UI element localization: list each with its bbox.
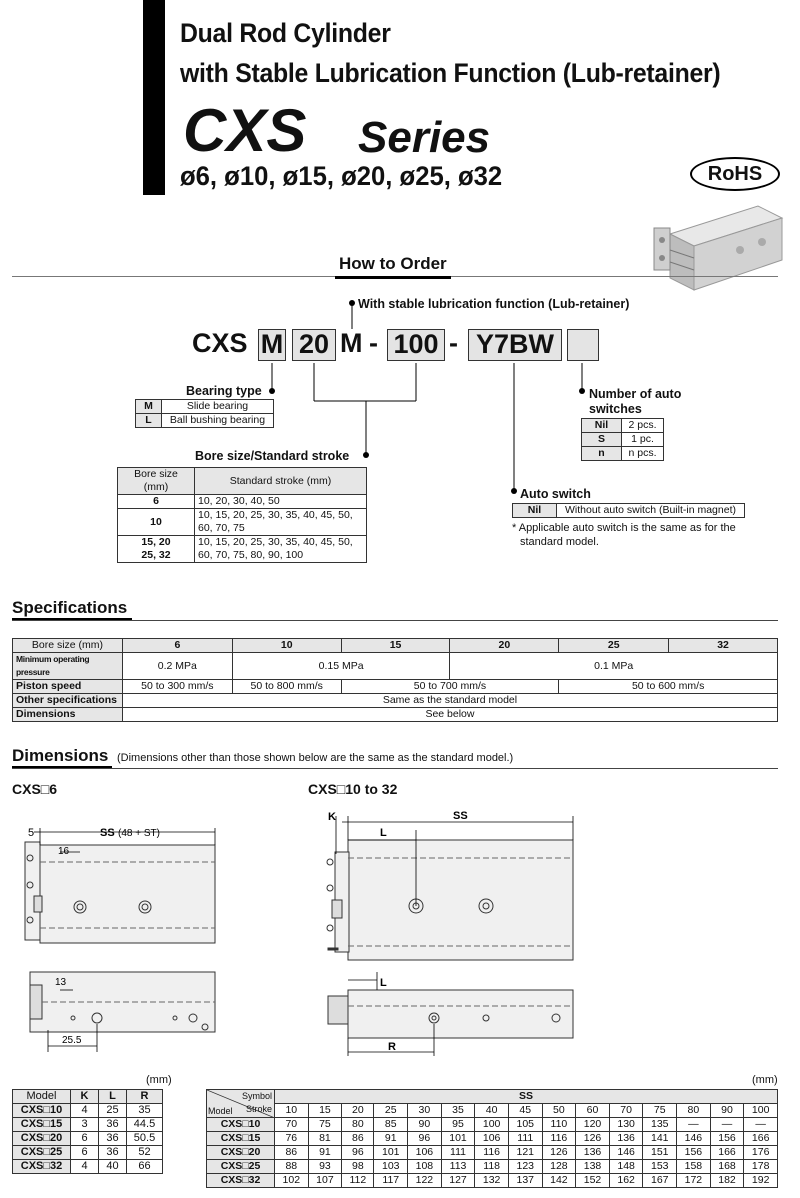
stroke-header: 15 bbox=[308, 1104, 342, 1118]
table-row bbox=[582, 447, 664, 461]
switch-code: Nil bbox=[513, 504, 557, 518]
switch-count-title-1: Number of auto bbox=[589, 387, 682, 401]
stroke-header: 50 bbox=[542, 1104, 576, 1118]
stroke-header: 60 bbox=[576, 1104, 610, 1118]
lube-note: With stable lubrication function (Lub-retainer) bbox=[358, 297, 630, 311]
table-cell: 25 bbox=[99, 1104, 127, 1118]
dim-r: R bbox=[388, 1041, 396, 1053]
auto-switch-note-1: * Applicable auto switch is the same as for the bbox=[512, 522, 736, 534]
spec-header: 15 bbox=[341, 639, 450, 653]
table-cell: 40 bbox=[99, 1160, 127, 1174]
table-cell: 121 bbox=[508, 1146, 542, 1160]
table-row bbox=[118, 536, 367, 563]
table-header: K bbox=[71, 1090, 99, 1104]
header-bar bbox=[143, 0, 165, 195]
code-dash-2: - bbox=[449, 328, 458, 358]
dim-k: K bbox=[328, 811, 336, 823]
table-cell: 162 bbox=[609, 1174, 643, 1188]
switch-count-table bbox=[581, 418, 664, 461]
table-cell: 106 bbox=[408, 1146, 442, 1160]
model-cell: CXS□20 bbox=[207, 1146, 275, 1160]
stroke-header: 40 bbox=[475, 1104, 509, 1118]
count-code: n bbox=[582, 447, 622, 461]
table-cell: 96 bbox=[342, 1146, 374, 1160]
table-header: Model bbox=[13, 1090, 71, 1104]
table-cell: 91 bbox=[308, 1146, 342, 1160]
table-cell: 118 bbox=[475, 1160, 509, 1174]
spec-cell: Same as the standard model bbox=[122, 694, 777, 708]
klr-unit: (mm) bbox=[146, 1074, 172, 1086]
code-stroke-box: 100 bbox=[387, 329, 445, 361]
table-cell: 122 bbox=[408, 1174, 442, 1188]
table-cell: 36 bbox=[99, 1146, 127, 1160]
table-row bbox=[13, 708, 778, 722]
table-cell: 116 bbox=[475, 1146, 509, 1160]
count-desc: 2 pcs. bbox=[622, 419, 664, 433]
table-cell: 136 bbox=[576, 1146, 610, 1160]
model-cell: CXS□10 bbox=[13, 1104, 71, 1118]
table-cell: 153 bbox=[643, 1160, 677, 1174]
rohs-badge: RoHS bbox=[690, 157, 780, 191]
table-row bbox=[207, 1104, 778, 1118]
table-cell: 166 bbox=[710, 1146, 744, 1160]
dim-ss: SS bbox=[100, 827, 115, 839]
stroke-cell bbox=[195, 509, 367, 536]
table-row bbox=[13, 1090, 163, 1104]
dimensions-title: Dimensions bbox=[12, 746, 109, 765]
code-prefix: CXS bbox=[192, 328, 248, 358]
table-cell: 156 bbox=[710, 1132, 744, 1146]
table-cell: 3 bbox=[71, 1118, 99, 1132]
bearing-type-table bbox=[135, 399, 274, 428]
table-row bbox=[13, 1104, 163, 1118]
stroke-header: 70 bbox=[609, 1104, 643, 1118]
table-cell: 76 bbox=[275, 1132, 309, 1146]
table-cell: 4 bbox=[71, 1160, 99, 1174]
table-cell: 123 bbox=[508, 1160, 542, 1174]
table-cell: 108 bbox=[408, 1160, 442, 1174]
spec-header: 32 bbox=[669, 639, 778, 653]
table-cell: 86 bbox=[275, 1146, 309, 1160]
table-cell: 168 bbox=[710, 1160, 744, 1174]
stroke-header: 45 bbox=[508, 1104, 542, 1118]
table-cell: 137 bbox=[508, 1174, 542, 1188]
bearing-code: M bbox=[136, 400, 162, 414]
model-cell: CXS□15 bbox=[207, 1132, 275, 1146]
cxs10-32-drawing bbox=[300, 800, 600, 1070]
table-cell: 100 bbox=[475, 1118, 509, 1132]
cxs6-label: CXS□6 bbox=[12, 781, 58, 797]
model-cell: CXS□32 bbox=[207, 1174, 275, 1188]
dim-five: 5 bbox=[28, 827, 35, 839]
spec-cell: 0.2 MPa bbox=[122, 653, 232, 680]
table-cell: 120 bbox=[576, 1118, 610, 1132]
table-cell: 158 bbox=[677, 1160, 711, 1174]
bore-line: 15, 20 bbox=[141, 536, 171, 548]
code-bearing-box: M bbox=[258, 329, 286, 361]
dim-l: L bbox=[380, 827, 387, 839]
table-cell: 81 bbox=[308, 1132, 342, 1146]
table-row bbox=[513, 504, 745, 518]
table-cell: 95 bbox=[441, 1118, 475, 1132]
table-row bbox=[207, 1160, 778, 1174]
table-cell: 167 bbox=[643, 1174, 677, 1188]
auto-switch-note-2: standard model. bbox=[520, 536, 599, 548]
stroke-header: 100 bbox=[744, 1104, 778, 1118]
bore-stroke-title: Bore size/Standard stroke bbox=[195, 449, 350, 463]
bore-stroke-table bbox=[117, 467, 367, 563]
table-cell: 50.5 bbox=[127, 1132, 163, 1146]
spec-label: Minimum operating pressure bbox=[13, 653, 123, 680]
model-cell: CXS□25 bbox=[13, 1146, 71, 1160]
table-row bbox=[207, 1118, 778, 1132]
stroke-header: 10 bbox=[275, 1104, 309, 1118]
table-cell: — bbox=[677, 1118, 711, 1132]
spec-header: 25 bbox=[559, 639, 669, 653]
product-image bbox=[640, 198, 786, 308]
table-cell: 146 bbox=[677, 1132, 711, 1146]
specifications-title: Specifications bbox=[12, 598, 128, 617]
title-line-1: Dual Rod Cylinder bbox=[180, 18, 391, 48]
table-cell: 110 bbox=[542, 1118, 576, 1132]
stroke-header: 75 bbox=[643, 1104, 677, 1118]
table-row bbox=[582, 419, 664, 433]
bearing-desc: Slide bearing bbox=[162, 400, 274, 414]
stroke-header: 90 bbox=[710, 1104, 744, 1118]
table-row bbox=[118, 509, 367, 536]
table-cell: — bbox=[710, 1118, 744, 1132]
table-cell: 88 bbox=[275, 1160, 309, 1174]
spec-header: 6 bbox=[122, 639, 232, 653]
table-cell: 52 bbox=[127, 1146, 163, 1160]
table-cell: 142 bbox=[542, 1174, 576, 1188]
code-bore-box: 20 bbox=[292, 329, 336, 361]
stroke-header: 35 bbox=[441, 1104, 475, 1118]
table-cell: 91 bbox=[374, 1132, 408, 1146]
table-row bbox=[118, 468, 367, 495]
table-row bbox=[13, 680, 778, 694]
table-cell: 141 bbox=[643, 1132, 677, 1146]
auto-switch-title: Auto switch bbox=[520, 487, 591, 501]
switch-count-title-2: switches bbox=[589, 402, 642, 416]
model-cell: CXS□25 bbox=[207, 1160, 275, 1174]
table-cell: 113 bbox=[441, 1160, 475, 1174]
spec-label: Piston speed bbox=[13, 680, 123, 694]
table-cell: 6 bbox=[71, 1132, 99, 1146]
dim-ss2: SS bbox=[453, 810, 468, 822]
table-cell: 146 bbox=[609, 1146, 643, 1160]
series-code: CXS bbox=[183, 97, 307, 164]
cxs6-drawing bbox=[0, 800, 300, 1060]
table-cell: 93 bbox=[308, 1160, 342, 1174]
table-cell: 116 bbox=[542, 1132, 576, 1146]
spec-cell: 0.15 MPa bbox=[232, 653, 450, 680]
count-desc: 1 pc. bbox=[622, 433, 664, 447]
table-cell: 112 bbox=[342, 1174, 374, 1188]
spec-header: 20 bbox=[450, 639, 559, 653]
code-m: M bbox=[340, 328, 363, 358]
table-cell: 135 bbox=[643, 1118, 677, 1132]
table-cell: 192 bbox=[744, 1174, 778, 1188]
dim-l2: L bbox=[380, 977, 387, 989]
model-cell: CXS□10 bbox=[207, 1118, 275, 1132]
table-cell: 166 bbox=[744, 1132, 778, 1146]
table-cell: 35 bbox=[127, 1104, 163, 1118]
table-cell: 178 bbox=[744, 1160, 778, 1174]
spec-cell: 50 to 700 mm/s bbox=[341, 680, 559, 694]
specifications-table bbox=[12, 638, 778, 722]
specifications-rule bbox=[12, 620, 778, 621]
spec-header: 10 bbox=[232, 639, 341, 653]
table-cell: 4 bbox=[71, 1104, 99, 1118]
spec-cell: See below bbox=[122, 708, 777, 722]
series-word: Series bbox=[358, 113, 491, 162]
model-cell: CXS□32 bbox=[13, 1160, 71, 1174]
table-cell: 182 bbox=[710, 1174, 744, 1188]
table-cell: 156 bbox=[677, 1146, 711, 1160]
klr-table bbox=[12, 1089, 163, 1174]
stroke-line: 60, 70, 75, 80, 90, 100 bbox=[198, 549, 304, 561]
table-cell: 138 bbox=[576, 1160, 610, 1174]
spec-label: Dimensions bbox=[13, 708, 123, 722]
table-cell: 90 bbox=[408, 1118, 442, 1132]
table-row bbox=[207, 1090, 778, 1104]
count-code: S bbox=[582, 433, 622, 447]
table-cell: 132 bbox=[475, 1174, 509, 1188]
table-cell: 126 bbox=[542, 1146, 576, 1160]
bearing-desc: Ball bushing bearing bbox=[162, 414, 274, 428]
ss-model-label: Model bbox=[208, 1106, 233, 1116]
table-row bbox=[13, 653, 778, 680]
table-cell: 66 bbox=[127, 1160, 163, 1174]
table-cell: 111 bbox=[441, 1146, 475, 1160]
table-cell: 105 bbox=[508, 1118, 542, 1132]
table-row bbox=[13, 1132, 163, 1146]
bore-cell: 10 bbox=[118, 509, 195, 536]
spec-cell: 50 to 300 mm/s bbox=[122, 680, 232, 694]
stroke-header: 80 bbox=[677, 1104, 711, 1118]
table-header: L bbox=[99, 1090, 127, 1104]
table-cell: 107 bbox=[308, 1174, 342, 1188]
table-row bbox=[13, 639, 778, 653]
table-header: Bore size (mm) bbox=[118, 468, 195, 495]
bore-cell bbox=[118, 536, 195, 563]
table-row bbox=[118, 495, 367, 509]
table-cell: 128 bbox=[542, 1160, 576, 1174]
table-cell: 111 bbox=[508, 1132, 542, 1146]
dim-ss-note: (48 + ST) bbox=[118, 828, 160, 839]
table-cell: 102 bbox=[275, 1174, 309, 1188]
bearing-type-title: Bearing type bbox=[186, 384, 262, 398]
table-cell: 117 bbox=[374, 1174, 408, 1188]
table-cell: — bbox=[744, 1118, 778, 1132]
table-row bbox=[136, 400, 274, 414]
table-cell: 101 bbox=[374, 1146, 408, 1160]
dim-25-5: 25.5 bbox=[62, 1035, 82, 1046]
switch-desc: Without auto switch (Built-in magnet) bbox=[557, 504, 745, 518]
model-cell: CXS□15 bbox=[13, 1118, 71, 1132]
ss-symbol-label: Symbol bbox=[241, 1091, 272, 1101]
table-header: Standard stroke (mm) bbox=[195, 468, 367, 495]
how-to-order-title: How to Order bbox=[335, 254, 451, 279]
table-cell: 101 bbox=[441, 1132, 475, 1146]
code-dash-1: - bbox=[369, 328, 378, 358]
table-row bbox=[207, 1174, 778, 1188]
table-cell: 176 bbox=[744, 1146, 778, 1160]
auto-switch-table bbox=[512, 503, 745, 518]
table-cell: 152 bbox=[576, 1174, 610, 1188]
ss-unit: (mm) bbox=[752, 1074, 778, 1086]
spec-cell: 50 to 800 mm/s bbox=[232, 680, 341, 694]
table-cell: 80 bbox=[342, 1118, 374, 1132]
table-cell: 70 bbox=[275, 1118, 309, 1132]
dimensions-note: (Dimensions other than those shown below are the same as the standard model.) bbox=[117, 752, 514, 764]
table-row bbox=[136, 414, 274, 428]
spec-cell: 0.1 MPa bbox=[450, 653, 778, 680]
table-row bbox=[582, 433, 664, 447]
table-cell: 6 bbox=[71, 1146, 99, 1160]
stroke-cell bbox=[195, 536, 367, 563]
cxs10-32-label: CXS□10 to 32 bbox=[308, 781, 398, 797]
stroke-line: 60, 70, 75 bbox=[198, 522, 245, 534]
dim-sixteen: 16 bbox=[58, 846, 70, 857]
table-cell: 86 bbox=[342, 1132, 374, 1146]
spec-header: Bore size (mm) bbox=[13, 639, 123, 653]
model-cell: CXS□20 bbox=[13, 1132, 71, 1146]
code-switch-box: Y7BW bbox=[468, 329, 562, 361]
table-cell: 36 bbox=[99, 1118, 127, 1132]
table-row bbox=[13, 1118, 163, 1132]
table-cell: 172 bbox=[677, 1174, 711, 1188]
table-header: R bbox=[127, 1090, 163, 1104]
spec-cell: 50 to 600 mm/s bbox=[559, 680, 778, 694]
table-row bbox=[207, 1146, 778, 1160]
table-cell: 103 bbox=[374, 1160, 408, 1174]
table-row bbox=[13, 694, 778, 708]
stroke-header: 20 bbox=[342, 1104, 374, 1118]
table-cell: 75 bbox=[308, 1118, 342, 1132]
title-line-2: with Stable Lubrication Function (Lub-retainer) bbox=[180, 58, 721, 88]
stroke-header: 25 bbox=[374, 1104, 408, 1118]
table-cell: 148 bbox=[609, 1160, 643, 1174]
table-cell: 151 bbox=[643, 1146, 677, 1160]
table-cell: 44.5 bbox=[127, 1118, 163, 1132]
stroke-header: 30 bbox=[408, 1104, 442, 1118]
dimensions-rule bbox=[12, 768, 778, 769]
table-row bbox=[207, 1132, 778, 1146]
table-cell: 130 bbox=[609, 1118, 643, 1132]
stroke-line: 10, 15, 20, 25, 30, 35, 40, 45, 50, bbox=[198, 509, 353, 521]
ss-header: SS bbox=[275, 1090, 778, 1104]
stroke-line: 10, 15, 20, 25, 30, 35, 40, 45, 50, bbox=[198, 536, 353, 548]
table-cell: 36 bbox=[99, 1132, 127, 1146]
ss-corner-cell bbox=[207, 1090, 275, 1118]
table-row bbox=[13, 1146, 163, 1160]
table-cell: 85 bbox=[374, 1118, 408, 1132]
count-code: Nil bbox=[582, 419, 622, 433]
table-cell: 96 bbox=[408, 1132, 442, 1146]
table-cell: 106 bbox=[475, 1132, 509, 1146]
table-row bbox=[13, 1160, 163, 1174]
table-cell: 136 bbox=[609, 1132, 643, 1146]
table-cell: 126 bbox=[576, 1132, 610, 1146]
table-cell: 98 bbox=[342, 1160, 374, 1174]
dim-thirteen: 13 bbox=[55, 977, 67, 988]
bore-line: 25, 32 bbox=[141, 549, 171, 561]
table-cell: 127 bbox=[441, 1174, 475, 1188]
bore-sizes: ø6, ø10, ø15, ø20, ø25, ø32 bbox=[180, 161, 503, 191]
count-desc: n pcs. bbox=[622, 447, 664, 461]
stroke-cell: 10, 20, 30, 40, 50 bbox=[195, 495, 367, 509]
ss-table bbox=[206, 1089, 778, 1188]
ss-stroke-label: Stroke bbox=[245, 1104, 272, 1114]
bore-cell: 6 bbox=[118, 495, 195, 509]
bearing-code: L bbox=[136, 414, 162, 428]
spec-label: Other specifications bbox=[13, 694, 123, 708]
